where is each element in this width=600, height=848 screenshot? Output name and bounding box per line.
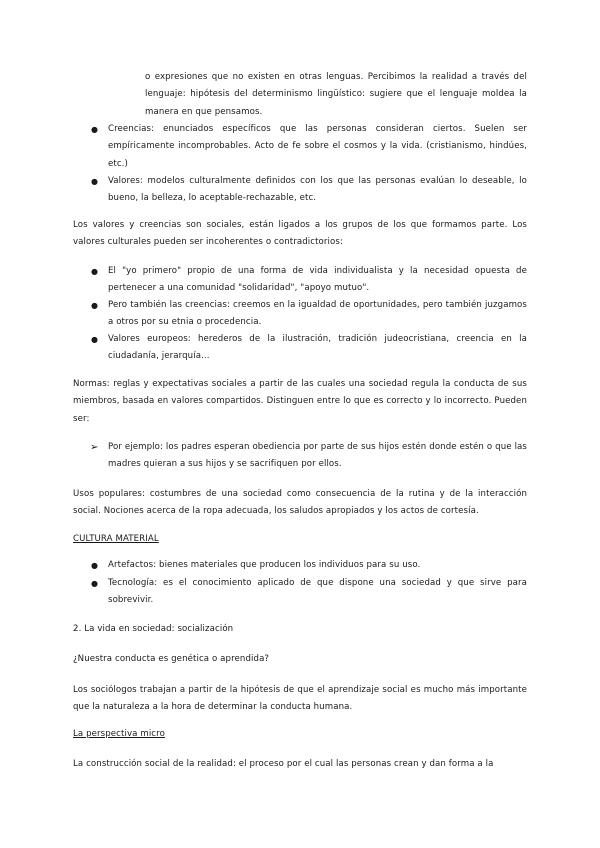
- bullet-valores: Valores: modelos culturalmente definidos con los que las personas evalúan lo deseable, lo bueno, la belleza, lo aceptable-rechazable, etc.: [108, 176, 527, 204]
- bullet-tecnologia: Tecnología: es el conocimiento aplicado de que dispone una sociedad y que sirve para sobrevivir.: [108, 578, 527, 606]
- bullet-yo-primero: El "yo primero" propio de una forma de vida individualista y la necesidad opuesta de pertenecer a una comunidad "solidaridad", "apoyo mutuo".: [108, 266, 527, 294]
- section-title: 2. La vida en sociedad: socialización: [73, 624, 234, 634]
- arrow-item-ejemplo: Por ejemplo: los padres esperan obediencia por parte de sus hijos estén donde estén o que las madres quieran a sus hijos y se sacrifiquen por ellos.: [108, 442, 527, 470]
- paragraph-sociologos: Los sociólogos trabajan a partir de la hipótesis de que el aprendizaje social es mucho más importante que la naturaleza a la hora de determinar la conducta humana.: [73, 685, 527, 713]
- paragraph-normas: Normas: reglas y expectativas sociales a partir de las cuales una sociedad regula la conducta de sus miembros, basada en valores compartidos. Distinguen entre lo que es correcto y lo incorrecto. Pueden ser:: [73, 379, 527, 424]
- bullet-icon: ●: [91, 267, 98, 276]
- heading-perspectiva-micro: La perspectiva micro: [73, 729, 165, 739]
- bullet-artefactos: Artefactos: bienes materiales que producen los individuos para su uso.: [108, 560, 421, 570]
- bullet-icon: ●: [91, 335, 98, 344]
- paragraph-valores-creencias: Los valores y creencias son sociales, están ligados a los grupos de los que formamos parte. Los valores culturales pueden ser incoherentes o contradictorios:: [73, 220, 527, 248]
- intro-continuation: o expresiones que no existen en otras lenguas. Percibimos la realidad a través del lenguaje: hipótesis del determinismo lingüístico: sugiere que el lenguaje moldea la manera en que pensamos.: [145, 72, 527, 117]
- bullet-icon: ●: [91, 125, 98, 134]
- paragraph-construccion-social: La construcción social de la realidad: el proceso por el cual las personas crean y dan forma a la: [73, 759, 494, 769]
- bullet-valores-europeos: Valores europeos: herederos de la ilustración, tradición judeocristiana, creencia en la ciudadanía, jerarquía...: [108, 334, 527, 362]
- paragraph-usos-populares: Usos populares: costumbres de una sociedad como consecuencia de la rutina y de la interacción social. Nociones acerca de la ropa adecuada, los saludos apropiados y los actos de cortesía.: [73, 489, 527, 517]
- bullet-creencias-igualdad: Pero también las creencias: creemos en la igualdad de oportunidades, pero también juzgamos a otros por su etnia o procedencia.: [108, 300, 527, 328]
- question-heading: ¿Nuestra conducta es genética o aprendida?: [73, 654, 270, 664]
- bullet-icon: ●: [91, 561, 98, 570]
- arrow-bullet-icon: ➢: [90, 442, 99, 453]
- heading-cultura-material: CULTURA MATERIAL: [73, 534, 159, 544]
- bullet-icon: ●: [91, 301, 98, 310]
- bullet-icon: ●: [91, 579, 98, 588]
- bullet-icon: ●: [91, 177, 98, 186]
- bullet-creencias: Creencias: enunciados específicos que las personas consideran ciertos. Suelen ser empíricamente incomprobables. Acto de fe sobre el cosmos y la vida. (cristianismo, hindúes, etc.): [108, 124, 527, 169]
